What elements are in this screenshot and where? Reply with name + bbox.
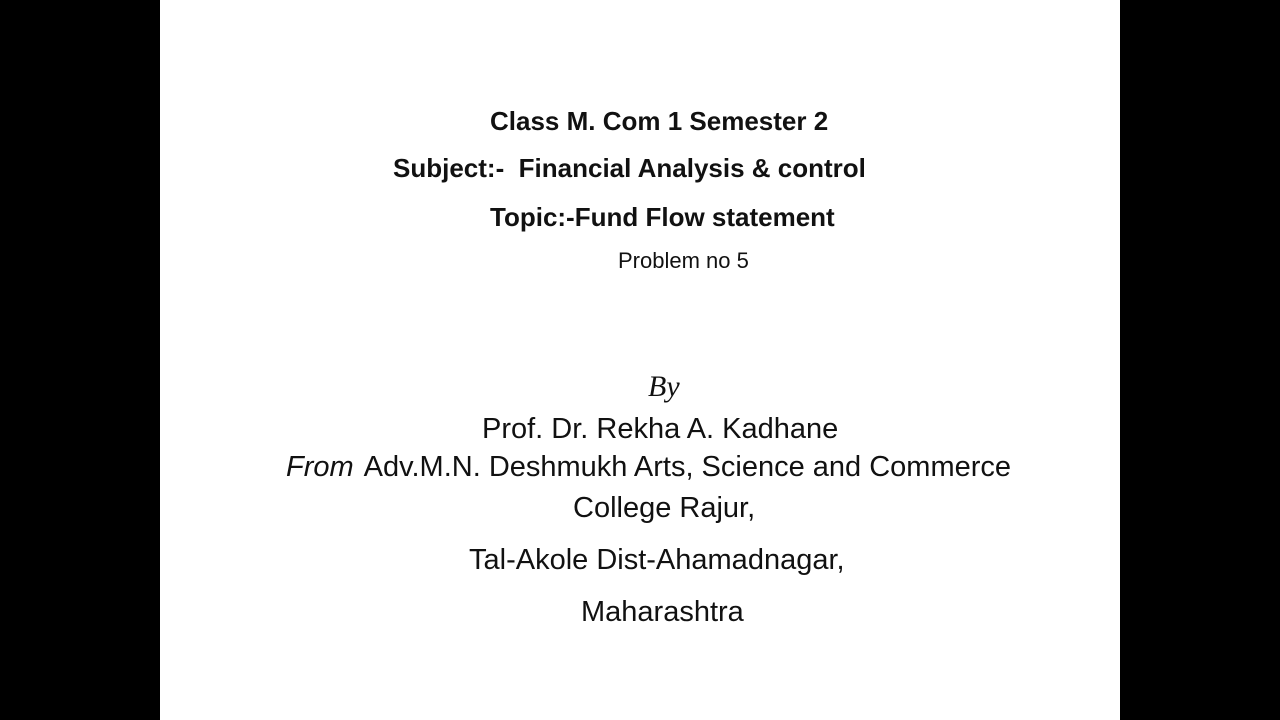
title-slide (160, 0, 1120, 720)
college-line (286, 453, 1011, 482)
subject-heading: Subject:- Financial Analysis & control (393, 153, 866, 183)
college-location: College Rajur, (573, 492, 756, 524)
taluka-district: Tal-Akole Dist-Ahamadnagar, (469, 544, 845, 576)
state-name: Maharashtra (581, 596, 744, 628)
from-label: From (286, 451, 354, 483)
author-name: Prof. Dr. Rekha A. Kadhane (482, 413, 839, 445)
by-label: By (648, 370, 680, 403)
topic-heading: Topic:-Fund Flow statement (490, 202, 835, 232)
college-name: Adv.M.N. Deshmukh Arts, Science and Commerce (363, 451, 1012, 483)
problem-number: Problem no 5 (618, 248, 749, 273)
class-heading: Class M. Com 1 Semester 2 (490, 106, 829, 136)
